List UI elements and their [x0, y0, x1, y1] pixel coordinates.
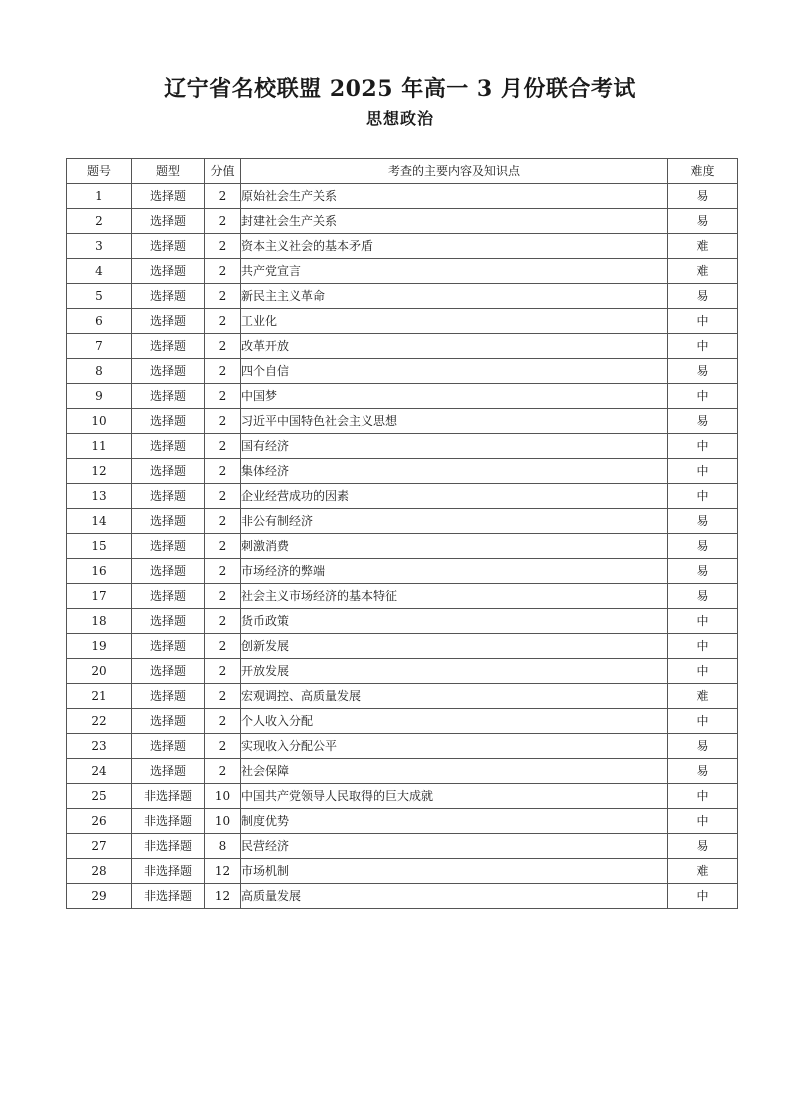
- cell-type: 选择题: [132, 584, 205, 609]
- cell-number: 8: [67, 359, 132, 384]
- table-row: [67, 384, 738, 409]
- cell-score: 2: [205, 384, 241, 409]
- cell-score: 2: [205, 309, 241, 334]
- cell-content: 刺激消费: [241, 534, 668, 559]
- cell-type: 非选择题: [132, 809, 205, 834]
- cell-number: 24: [67, 759, 132, 784]
- cell-type: 选择题: [132, 184, 205, 209]
- cell-difficulty: 中: [668, 784, 738, 809]
- cell-type: 选择题: [132, 234, 205, 259]
- cell-difficulty: 易: [668, 359, 738, 384]
- cell-number: 17: [67, 584, 132, 609]
- cell-difficulty: 中: [668, 384, 738, 409]
- cell-number: 2: [67, 209, 132, 234]
- cell-type: 选择题: [132, 384, 205, 409]
- cell-difficulty: 中: [668, 634, 738, 659]
- cell-content: 原始社会生产关系: [241, 184, 668, 209]
- cell-content: 共产党宣言: [241, 259, 668, 284]
- cell-difficulty: 中: [668, 609, 738, 634]
- cell-content: 货币政策: [241, 609, 668, 634]
- cell-score: 2: [205, 734, 241, 759]
- cell-content: 集体经济: [241, 459, 668, 484]
- cell-number: 4: [67, 259, 132, 284]
- page-subtitle: 思想政治: [365, 109, 434, 128]
- cell-difficulty: 中: [668, 334, 738, 359]
- cell-difficulty: 中: [668, 884, 738, 909]
- cell-number: 1: [67, 184, 132, 209]
- table-row: [67, 184, 738, 209]
- cell-number: 3: [67, 234, 132, 259]
- cell-score: 2: [205, 584, 241, 609]
- cell-type: 选择题: [132, 359, 205, 384]
- cell-difficulty: 中: [668, 659, 738, 684]
- cell-number: 10: [67, 409, 132, 434]
- cell-difficulty: 易: [668, 509, 738, 534]
- cell-type: 选择题: [132, 509, 205, 534]
- cell-type: 选择题: [132, 309, 205, 334]
- cell-type: 选择题: [132, 734, 205, 759]
- table-row: [67, 709, 738, 734]
- cell-number: 9: [67, 384, 132, 409]
- cell-content: 资本主义社会的基本矛盾: [241, 234, 668, 259]
- cell-type: 选择题: [132, 634, 205, 659]
- cell-difficulty: 中: [668, 309, 738, 334]
- table-row: [67, 634, 738, 659]
- cell-content: 市场机制: [241, 859, 668, 884]
- header-score: 分值: [205, 159, 241, 184]
- table-row: [67, 534, 738, 559]
- cell-type: 选择题: [132, 434, 205, 459]
- cell-difficulty: 中: [668, 809, 738, 834]
- cell-content: 工业化: [241, 309, 668, 334]
- cell-content: 习近平中国特色社会主义思想: [241, 409, 668, 434]
- cell-score: 2: [205, 509, 241, 534]
- cell-type: 选择题: [132, 484, 205, 509]
- cell-content: 企业经营成功的因素: [241, 484, 668, 509]
- header-content: 考查的主要内容及知识点: [241, 159, 668, 184]
- cell-content: 开放发展: [241, 659, 668, 684]
- table-row: [67, 834, 738, 859]
- cell-difficulty: 易: [668, 284, 738, 309]
- cell-content: 民营经济: [241, 834, 668, 859]
- header-row: [67, 159, 738, 184]
- table-row: [67, 209, 738, 234]
- cell-content: 四个自信: [241, 359, 668, 384]
- table-row: [67, 734, 738, 759]
- cell-score: 2: [205, 484, 241, 509]
- cell-content: 非公有制经济: [241, 509, 668, 534]
- exam-analysis-table: [66, 158, 738, 909]
- table-row: [67, 809, 738, 834]
- cell-type: 选择题: [132, 209, 205, 234]
- header-difficulty: 难度: [668, 159, 738, 184]
- cell-difficulty: 易: [668, 734, 738, 759]
- cell-difficulty: 中: [668, 709, 738, 734]
- cell-number: 13: [67, 484, 132, 509]
- table-body: [67, 184, 738, 909]
- header-number: 题号: [67, 159, 132, 184]
- cell-score: 2: [205, 359, 241, 384]
- table-row: [67, 609, 738, 634]
- table-header: [67, 159, 738, 184]
- cell-type: 非选择题: [132, 784, 205, 809]
- cell-score: 10: [205, 809, 241, 834]
- table-row: [67, 584, 738, 609]
- cell-difficulty: 易: [668, 184, 738, 209]
- table-row: [67, 859, 738, 884]
- cell-type: 非选择题: [132, 859, 205, 884]
- cell-score: 2: [205, 234, 241, 259]
- cell-type: 选择题: [132, 409, 205, 434]
- cell-number: 21: [67, 684, 132, 709]
- cell-number: 12: [67, 459, 132, 484]
- cell-type: 选择题: [132, 684, 205, 709]
- cell-number: 6: [67, 309, 132, 334]
- table-row: [67, 359, 738, 384]
- cell-content: 社会主义市场经济的基本特征: [241, 584, 668, 609]
- cell-difficulty: 易: [668, 834, 738, 859]
- cell-difficulty: 难: [668, 259, 738, 284]
- cell-score: 2: [205, 659, 241, 684]
- cell-difficulty: 难: [668, 684, 738, 709]
- table-row: [67, 684, 738, 709]
- cell-number: 20: [67, 659, 132, 684]
- cell-score: 2: [205, 684, 241, 709]
- cell-content: 新民主主义革命: [241, 284, 668, 309]
- cell-content: 实现收入分配公平: [241, 734, 668, 759]
- cell-difficulty: 中: [668, 434, 738, 459]
- cell-number: 26: [67, 809, 132, 834]
- table-row: [67, 559, 738, 584]
- cell-number: 7: [67, 334, 132, 359]
- cell-type: 非选择题: [132, 884, 205, 909]
- cell-score: 2: [205, 184, 241, 209]
- cell-score: 12: [205, 859, 241, 884]
- cell-score: 8: [205, 834, 241, 859]
- cell-content: 改革开放: [241, 334, 668, 359]
- table-row: [67, 459, 738, 484]
- cell-difficulty: 难: [668, 234, 738, 259]
- cell-type: 选择题: [132, 259, 205, 284]
- cell-difficulty: 难: [668, 859, 738, 884]
- cell-number: 29: [67, 884, 132, 909]
- cell-content: 高质量发展: [241, 884, 668, 909]
- cell-difficulty: 易: [668, 209, 738, 234]
- cell-content: 中国梦: [241, 384, 668, 409]
- table-row: [67, 784, 738, 809]
- table-row: [67, 434, 738, 459]
- cell-number: 15: [67, 534, 132, 559]
- cell-difficulty: 易: [668, 409, 738, 434]
- cell-type: 非选择题: [132, 834, 205, 859]
- cell-score: 2: [205, 209, 241, 234]
- cell-type: 选择题: [132, 759, 205, 784]
- header-type: 题型: [132, 159, 205, 184]
- table-row: [67, 659, 738, 684]
- cell-content: 社会保障: [241, 759, 668, 784]
- cell-score: 2: [205, 334, 241, 359]
- table-row: [67, 234, 738, 259]
- cell-number: 5: [67, 284, 132, 309]
- cell-type: 选择题: [132, 609, 205, 634]
- cell-content: 个人收入分配: [241, 709, 668, 734]
- cell-score: 2: [205, 759, 241, 784]
- cell-type: 选择题: [132, 559, 205, 584]
- cell-type: 选择题: [132, 659, 205, 684]
- table-row: [67, 334, 738, 359]
- cell-type: 选择题: [132, 709, 205, 734]
- cell-content: 中国共产党领导人民取得的巨大成就: [241, 784, 668, 809]
- cell-score: 12: [205, 884, 241, 909]
- cell-number: 18: [67, 609, 132, 634]
- page-title: 辽宁省名校联盟 2025 年高一 3 月份联合考试: [164, 76, 636, 102]
- cell-number: 23: [67, 734, 132, 759]
- cell-score: 10: [205, 784, 241, 809]
- cell-difficulty: 中: [668, 459, 738, 484]
- cell-difficulty: 易: [668, 559, 738, 584]
- cell-number: 22: [67, 709, 132, 734]
- cell-score: 2: [205, 534, 241, 559]
- cell-type: 选择题: [132, 284, 205, 309]
- cell-score: 2: [205, 459, 241, 484]
- cell-score: 2: [205, 259, 241, 284]
- cell-difficulty: 中: [668, 484, 738, 509]
- cell-number: 11: [67, 434, 132, 459]
- cell-content: 创新发展: [241, 634, 668, 659]
- cell-type: 选择题: [132, 534, 205, 559]
- cell-number: 25: [67, 784, 132, 809]
- table-row: [67, 259, 738, 284]
- table-row: [67, 409, 738, 434]
- cell-score: 2: [205, 634, 241, 659]
- cell-score: 2: [205, 434, 241, 459]
- table-row: [67, 759, 738, 784]
- cell-content: 国有经济: [241, 434, 668, 459]
- cell-content: 封建社会生产关系: [241, 209, 668, 234]
- cell-score: 2: [205, 559, 241, 584]
- cell-number: 19: [67, 634, 132, 659]
- table-row: [67, 884, 738, 909]
- cell-difficulty: 易: [668, 759, 738, 784]
- cell-content: 市场经济的弊端: [241, 559, 668, 584]
- cell-number: 14: [67, 509, 132, 534]
- cell-score: 2: [205, 609, 241, 634]
- cell-difficulty: 易: [668, 584, 738, 609]
- cell-number: 16: [67, 559, 132, 584]
- cell-number: 28: [67, 859, 132, 884]
- cell-number: 27: [67, 834, 132, 859]
- table-row: [67, 484, 738, 509]
- cell-content: 宏观调控、高质量发展: [241, 684, 668, 709]
- table-row: [67, 284, 738, 309]
- table-row: [67, 509, 738, 534]
- table-row: [67, 309, 738, 334]
- cell-score: 2: [205, 284, 241, 309]
- cell-difficulty: 易: [668, 534, 738, 559]
- cell-type: 选择题: [132, 459, 205, 484]
- cell-score: 2: [205, 709, 241, 734]
- cell-content: 制度优势: [241, 809, 668, 834]
- cell-type: 选择题: [132, 334, 205, 359]
- cell-score: 2: [205, 409, 241, 434]
